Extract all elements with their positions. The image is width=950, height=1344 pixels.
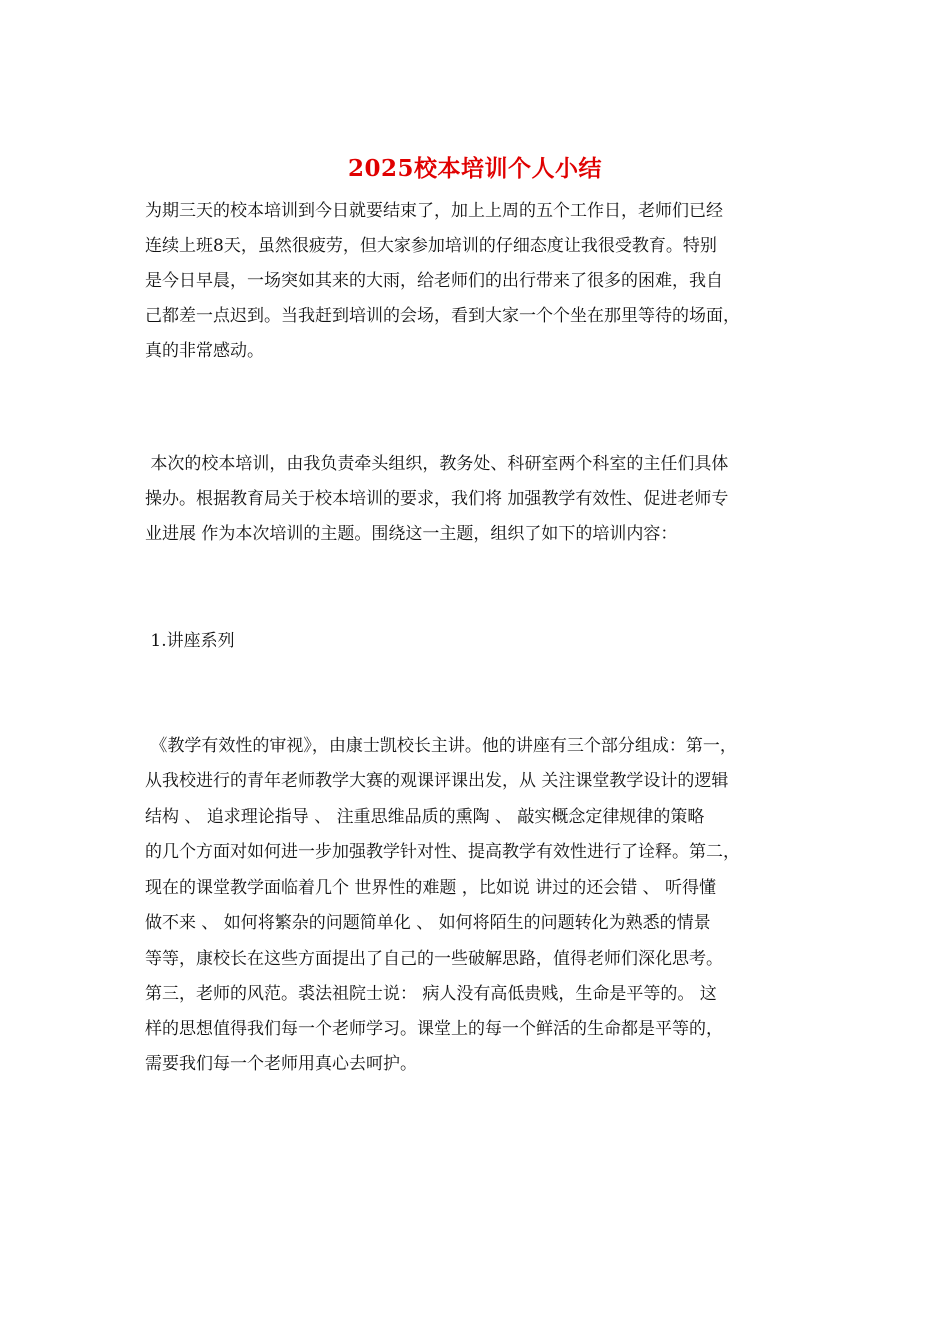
paragraph-3-line: 结构 、 追求理论指导 、 注重思维品质的熏陶 、 敲实概念定律规律的策略: [145, 807, 705, 827]
paragraph-3-line: 的几个方面对如何进一步加强教学针对性、提高教学有效性进行了诠释。第二，: [145, 842, 740, 862]
paragraph-3-line: 做不来 、 如何将繁杂的问题简单化 、 如何将陌生的问题转化为熟悉的情景: [145, 913, 711, 933]
paragraph-3-line: 第三，老师的风范。裘法祖院士说： 病人没有高低贵贱，生命是平等的。 这: [145, 984, 717, 1004]
paragraph-1-line: 为期三天的校本培训到今日就要结束了，加上上周的五个工作日，老师们已经: [145, 201, 723, 221]
section-heading: 1.讲座系列: [145, 631, 235, 651]
paragraph-1-line: 真的非常感动。: [145, 341, 264, 361]
paragraph-3-line: 现在的课堂教学面临着几个 世界性的难题 ，比如说 讲过的还会错 、 听得懂: [145, 878, 717, 898]
paragraph-2-line: 操办。根据教育局关于校本培训的要求，我们将 加强教学有效性、促进老师专: [145, 489, 729, 509]
paragraph-1-line: 是今日早晨，一场突如其来的大雨，给老师们的出行带来了很多的困难，我自: [145, 271, 723, 291]
paragraph-3-line: 等等，康校长在这些方面提出了自己的一些破解思路，值得老师们深化思考。: [145, 949, 723, 969]
paragraph-3-line: 从我校进行的青年老师教学大赛的观课评课出发，从 关注课堂教学设计的逻辑: [145, 771, 729, 791]
paragraph-2-line: 本次的校本培训，由我负责牵头组织，教务处、科研室两个科室的主任们具体: [145, 454, 729, 474]
paragraph-3-line: 《教学有效性的审视》，由康士凯校长主讲。他的讲座有三个部分组成：第一，: [145, 736, 737, 756]
paragraph-2-line: 业进展 作为本次培训的主题。围绕这一主题，组织了如下的培训内容：: [145, 524, 678, 544]
paragraph-3-line: 样的思想值得我们每一个老师学习。课堂上的每一个鲜活的生命都是平等的，: [145, 1019, 723, 1039]
paragraph-1-line: 己都差一点迟到。当我赶到培训的会场，看到大家一个个坐在那里等待的场面，: [145, 306, 740, 326]
document-title: 2025校本培训个人小结: [347, 155, 602, 182]
paragraph-1-line: 连续上班8天，虽然很疲劳，但大家参加培训的仔细态度让我很受教育。特别: [145, 236, 717, 256]
paragraph-3-line: 需要我们每一个老师用真心去呵护。: [145, 1054, 417, 1074]
